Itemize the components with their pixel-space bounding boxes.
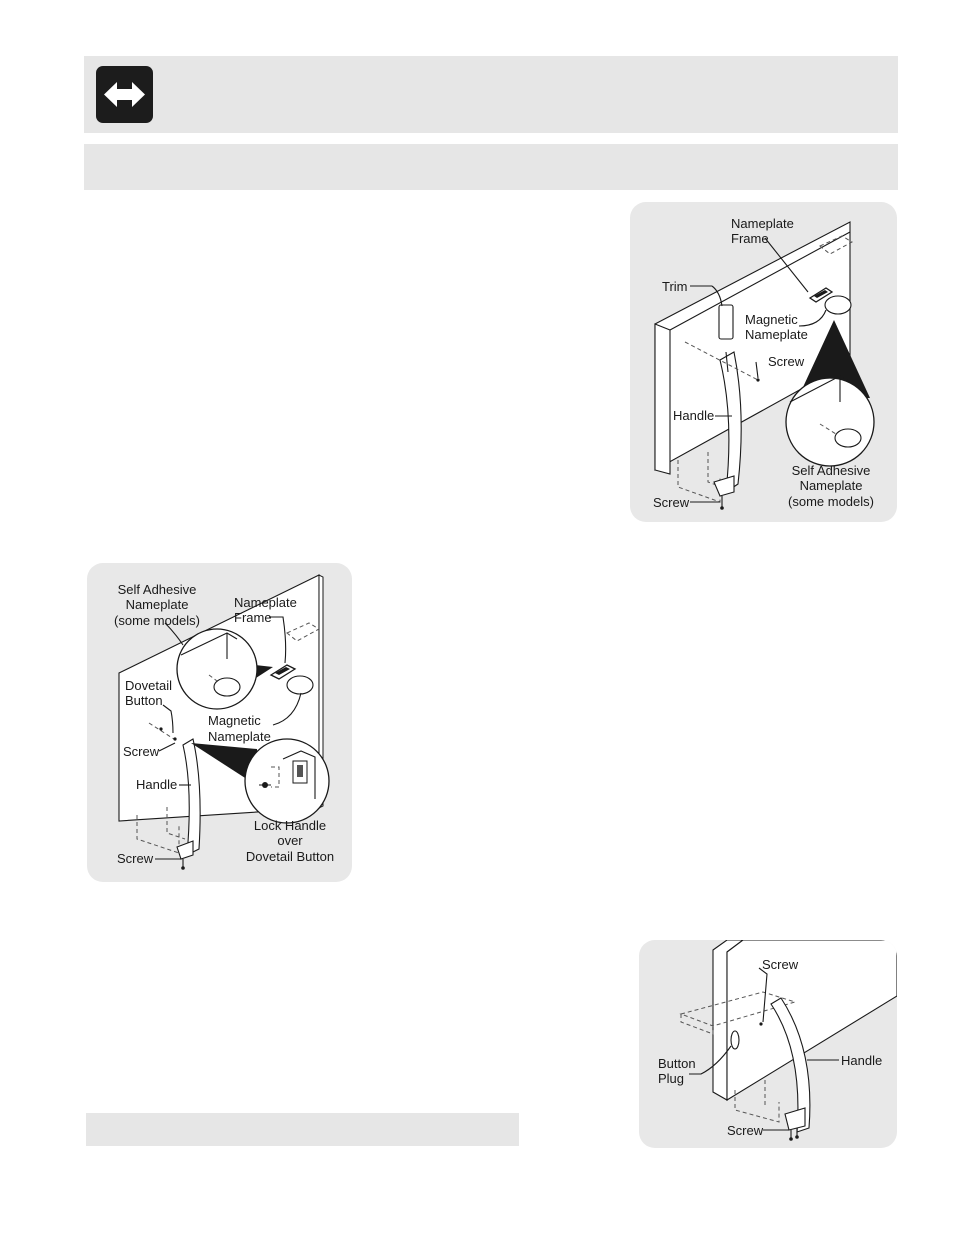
label-screw-upper: Screw (768, 354, 805, 369)
label-screw-top: Screw (762, 957, 799, 972)
label-screw-lower: Screw (653, 495, 690, 510)
figure-bottom-button-plug (639, 940, 897, 1148)
label-self-adhesive-3: (some models) (788, 494, 874, 509)
label-nameplate-frame-1: Nameplate (234, 595, 297, 610)
label-handle: Handle (136, 777, 178, 792)
label-screw-upper: Screw (123, 744, 160, 759)
label-self-adhesive-1: Self Adhesive (117, 582, 197, 597)
label-nameplate-frame-2: Frame (731, 231, 769, 246)
label-trim: Trim (662, 279, 688, 294)
label-dovetail-2: Button (125, 693, 163, 708)
label-handle: Handle (673, 408, 715, 423)
label-lock-1: Lock Handle (253, 818, 327, 833)
label-screw-bottom: Screw (727, 1123, 764, 1138)
label-magnetic-2: Nameplate (208, 729, 271, 744)
header-band (84, 56, 898, 133)
footer-band (86, 1113, 519, 1146)
label-handle: Handle (841, 1053, 883, 1068)
label-self-adhesive-2: Nameplate (799, 478, 863, 493)
label-magnetic-1: Magnetic (208, 713, 261, 728)
figure-top-handle-nameplate (630, 202, 897, 522)
label-button-plug-2: Plug (658, 1071, 685, 1086)
label-magnetic-2: Nameplate (745, 327, 808, 342)
label-magnetic-1: Magnetic (745, 312, 798, 327)
label-dovetail-1: Dovetail (125, 678, 172, 693)
label-nameplate-frame-2: Frame (234, 610, 272, 625)
label-lock-3: Dovetail Button (245, 849, 335, 864)
subheader-band (84, 144, 898, 190)
label-lock-2: over (277, 833, 303, 848)
label-self-adhesive-1: Self Adhesive (791, 463, 871, 478)
figure-middle-dovetail-handle (87, 563, 352, 882)
label-self-adhesive-2: Nameplate (125, 597, 189, 612)
label-nameplate-frame-1: Nameplate (731, 216, 794, 231)
label-screw-lower: Screw (117, 851, 154, 866)
label-self-adhesive-3: (some models) (114, 613, 200, 628)
label-button-plug-1: Button (658, 1056, 696, 1071)
double-arrow-icon (96, 66, 153, 123)
